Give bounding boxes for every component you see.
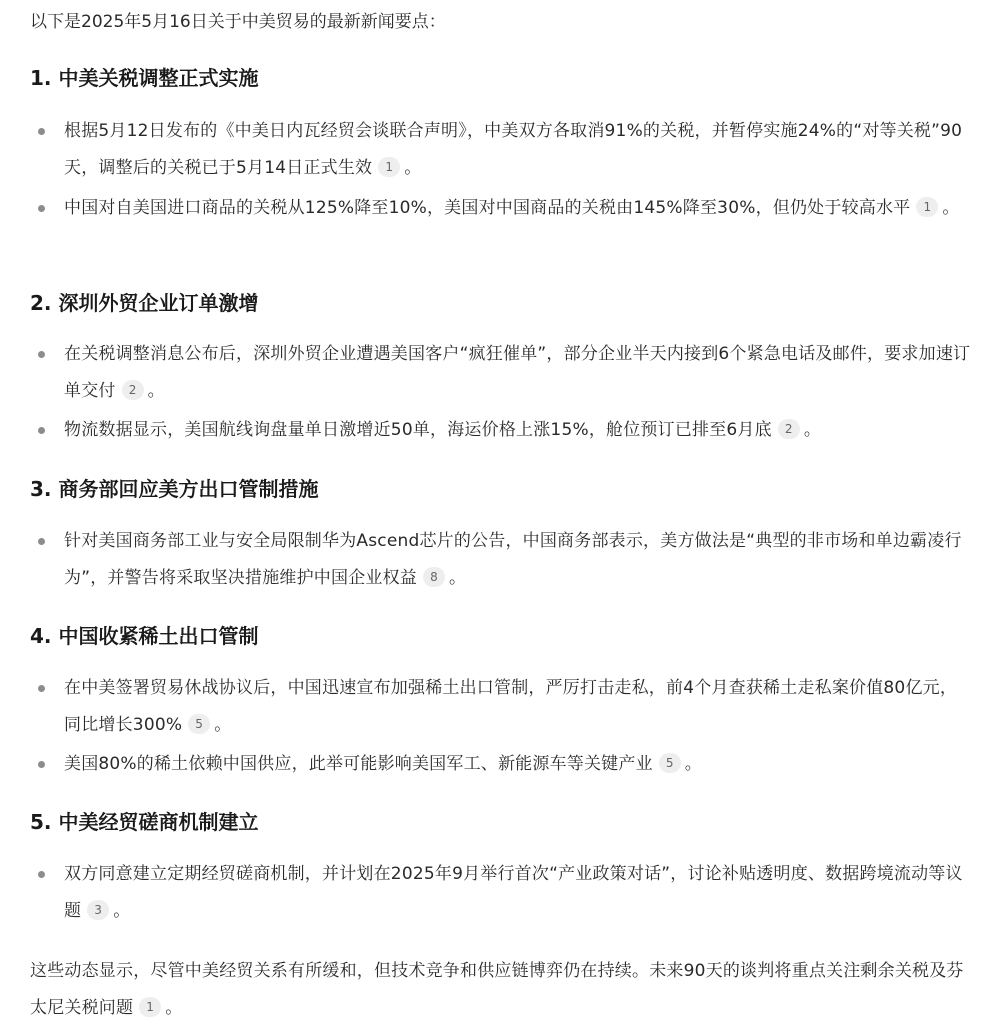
list-item [38,746,973,783]
section-title-1: 1. 中美关税调整正式实施 [30,66,259,90]
list-item-text: 美国80%的稀土依赖中国供应，此举可能影响美国军工、新能源车等关键产业 5 。 [64,754,702,774]
citation-badge[interactable]: 5 [188,714,210,734]
bullet-dot-icon [38,427,45,434]
bullet-dot-icon [38,685,45,692]
bullet-dot-icon [38,351,45,358]
list-item [38,523,973,597]
list-item-text: 双方同意建立定期经贸磋商机制，并计划在2025年9月举行首次“产业政策对话”，讨论补贴透明度、数据跨境流动等议题 3 。 [64,864,963,921]
citation-badge[interactable]: 2 [778,419,800,439]
citation-badge[interactable]: 5 [659,753,681,773]
bullet-dot-icon [38,128,45,135]
list-item [38,190,973,227]
section-title-3: 3. 商务部回应美方出口管制措施 [30,477,319,501]
section-title-2: 2. 深圳外贸企业订单激增 [30,291,259,315]
citation-badge[interactable]: 1 [139,997,161,1017]
list-item [38,670,973,744]
section-title-4: 4. 中国收紧稀土出口管制 [30,624,259,648]
list-item [38,412,973,449]
conclusion-text: 这些动态显示，尽管中美经贸关系有所缓和，但技术竞争和供应链博弈仍在持续。未来90天的谈判将重点关注剩余关税及芬太尼关税问题 1 。 [30,961,964,1018]
citation-badge[interactable]: 1 [916,197,938,217]
list-item-text: 中国对自美国进口商品的关税从125%降至10%，美国对中国商品的关税由145%降至30%，但仍处于较高水平 1 。 [64,198,960,218]
intro-text: 以下是2025年5月16日关于中美贸易的最新新闻要点： [30,12,446,32]
list-item-text: 在关税调整消息公布后，深圳外贸企业遭遇美国客户“疯狂催单”，部分企业半天内接到6个紧急电话及邮件，要求加速订单交付 2 。 [64,344,971,401]
bullet-dot-icon [38,761,45,768]
bullet-dot-icon [38,538,45,545]
citation-badge[interactable]: 1 [378,157,400,177]
list-item [38,113,973,187]
section-title-5: 5. 中美经贸磋商机制建立 [30,810,259,834]
list-item-text: 在中美签署贸易休战协议后，中国迅速宣布加强稀土出口管制，严厉打击走私，前4个月查获稀土走私案价值80亿元，同比增长300% 5 。 [64,678,958,735]
list-item-text: 物流数据显示，美国航线询盘量单日激增近50单，海运价格上涨15%，舱位预订已排至6月底 2 。 [64,420,822,440]
citation-badge[interactable]: 8 [423,567,445,587]
list-item [38,336,973,410]
list-item [38,856,973,930]
bullet-dot-icon [38,871,45,878]
citation-badge[interactable]: 2 [122,380,144,400]
list-item-text: 根据5月12日发布的《中美日内瓦经贸会谈联合声明》，中美双方各取消91%的关税，并暂停实施24%的“对等关税”90天，调整后的关税已于5月14日正式生效 1 。 [64,121,963,178]
citation-badge[interactable]: 3 [87,900,109,920]
list-item-text: 针对美国商务部工业与安全局限制华为Ascend芯片的公告，中国商务部表示，美方做法是“典型的非市场和单边霸凌行为”，并警告将采取坚决措施维护中国企业权益 8 。 [64,531,962,588]
bullet-dot-icon [38,205,45,212]
